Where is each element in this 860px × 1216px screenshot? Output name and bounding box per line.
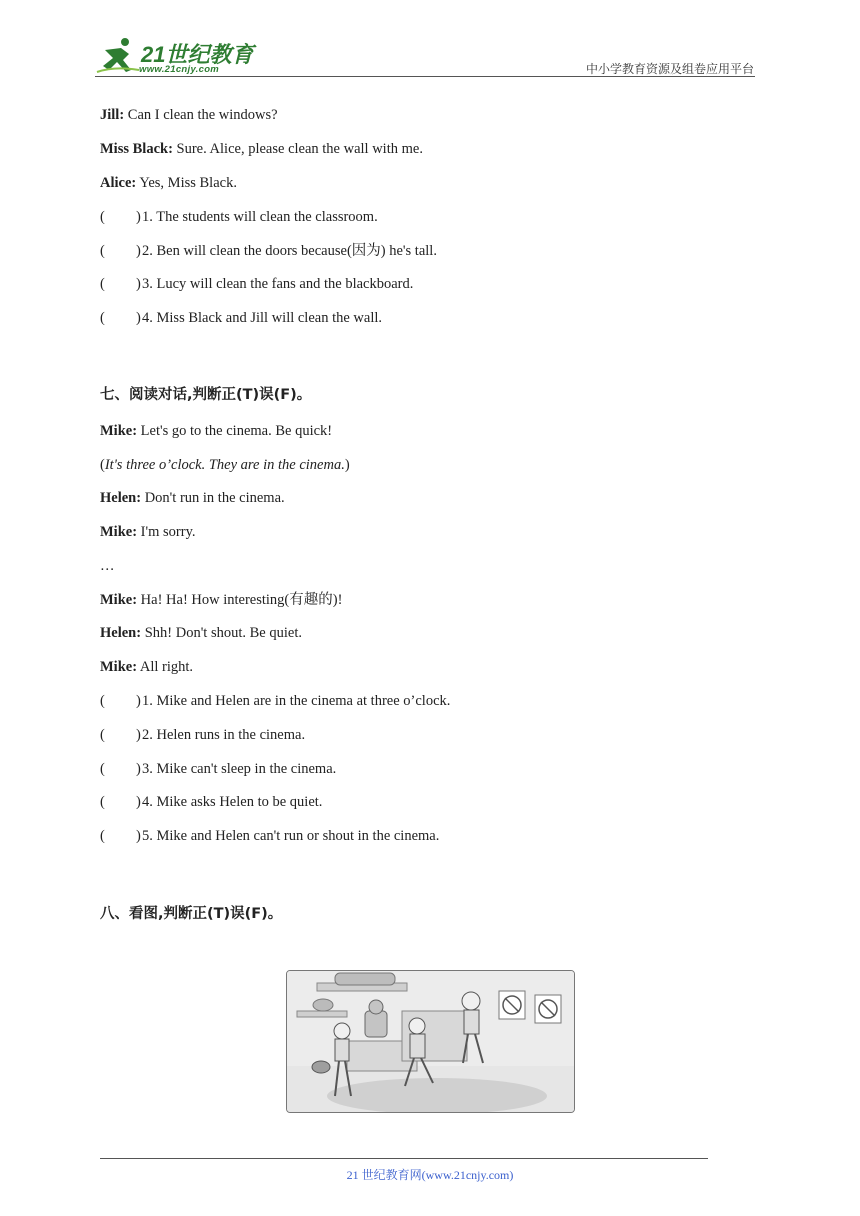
dialogue-line [100, 658, 193, 676]
speech: Can I clean the windows? [124, 107, 278, 123]
answer-blank-open[interactable]: ( [100, 828, 105, 844]
speaker: Mike: [100, 659, 138, 675]
dialogue-line [100, 523, 196, 541]
speech: Let's go to the cinema. Be quick! [137, 423, 333, 439]
answer-blank-open[interactable]: ( [100, 209, 105, 225]
speaker: Helen: [100, 490, 142, 506]
answer-blank-close: ) [136, 761, 141, 777]
answer-blank-close: ) [136, 209, 141, 225]
dialogue-line [100, 106, 278, 124]
stage-direction-text: It's three o’clock. They are in the cinema. [104, 457, 345, 473]
question-text: 4. Mike asks Helen to be quiet. [142, 794, 323, 810]
paren-close: ) [344, 457, 350, 473]
answer-blank-close: ) [136, 794, 141, 810]
paren-open: ( [100, 457, 105, 473]
answer-blank-close: ) [136, 828, 141, 844]
speech: Ha! Ha! How interesting(有趣的)! [137, 592, 343, 608]
footer-divider [100, 1158, 708, 1159]
answer-blank-close: ) [136, 243, 141, 259]
speech: I'm sorry. [137, 524, 196, 540]
answer-blank-open[interactable]: ( [100, 276, 105, 292]
question-text: 3. Mike can't sleep in the cinema. [142, 761, 337, 777]
dialogue-line [100, 624, 302, 642]
question-text: 2. Helen runs in the cinema. [142, 727, 306, 743]
answer-blank-close: ) [136, 727, 141, 743]
stage-direction [100, 456, 350, 474]
speaker: Mike: [100, 524, 138, 540]
logo-text: 21世纪教育 [141, 42, 254, 67]
speech: Sure. Alice, please clean the wall with me. [172, 141, 423, 157]
logo-url: www.21cnjy.com [139, 64, 220, 75]
dialogue-line [100, 591, 342, 609]
question-text: 3. Lucy will clean the fans and the blackboard. [142, 276, 414, 292]
speech: Don't run in the cinema. [141, 490, 285, 506]
header-tagline: 中小学教育资源及组卷应用平台 [585, 62, 754, 76]
question-text: 4. Miss Black and Jill will clean the wall. [142, 310, 383, 326]
speech: All right. [137, 659, 194, 675]
question-text: 5. Mike and Helen can't run or shout in the cinema. [142, 828, 440, 844]
answer-blank-close: ) [136, 693, 141, 709]
answer-blank-open[interactable]: ( [100, 727, 105, 743]
answer-blank-open[interactable]: ( [100, 310, 105, 326]
runner-logo-icon [95, 36, 141, 76]
answer-blank-close: ) [136, 276, 141, 292]
answer-blank-open[interactable]: ( [100, 243, 105, 259]
dialogue-line [100, 140, 423, 158]
illustration-drawing [287, 971, 574, 1112]
answer-blank-open[interactable]: ( [100, 761, 105, 777]
question-text: 1. Mike and Helen are in the cinema at three o’clock. [142, 693, 451, 709]
page-header [0, 0, 860, 80]
footer-text: 21 世纪教育网(www.21cnjy.com) [346, 1168, 514, 1182]
cinema-scene-illustration [286, 970, 575, 1113]
answer-blank-open[interactable]: ( [100, 794, 105, 810]
dialogue-line [100, 489, 285, 507]
speaker: Mike: [100, 423, 138, 439]
question-text: 1. The students will clean the classroom. [142, 209, 378, 225]
dialogue-line [100, 422, 332, 440]
speaker: Jill: [100, 107, 125, 123]
section-heading-8: 八、看图,判断正(T)误(F)。 [100, 906, 283, 922]
speech: Shh! Don't shout. Be quiet. [141, 625, 302, 641]
site-logo [95, 36, 265, 78]
answer-blank-open[interactable]: ( [100, 693, 105, 709]
speaker: Helen: [100, 625, 142, 641]
ellipsis: … [100, 558, 115, 574]
speaker: Mike: [100, 592, 138, 608]
speech: Yes, Miss Black. [136, 175, 237, 191]
question-text: 2. Ben will clean the doors because(因为) he's tall. [142, 243, 437, 259]
speaker: Miss Black: [100, 141, 173, 157]
dialogue-line [100, 174, 237, 192]
speaker: Alice: [100, 175, 137, 191]
header-divider [95, 76, 755, 77]
section-heading-7: 七、阅读对话,判断正(T)误(F)。 [100, 387, 312, 403]
answer-blank-close: ) [136, 310, 141, 326]
